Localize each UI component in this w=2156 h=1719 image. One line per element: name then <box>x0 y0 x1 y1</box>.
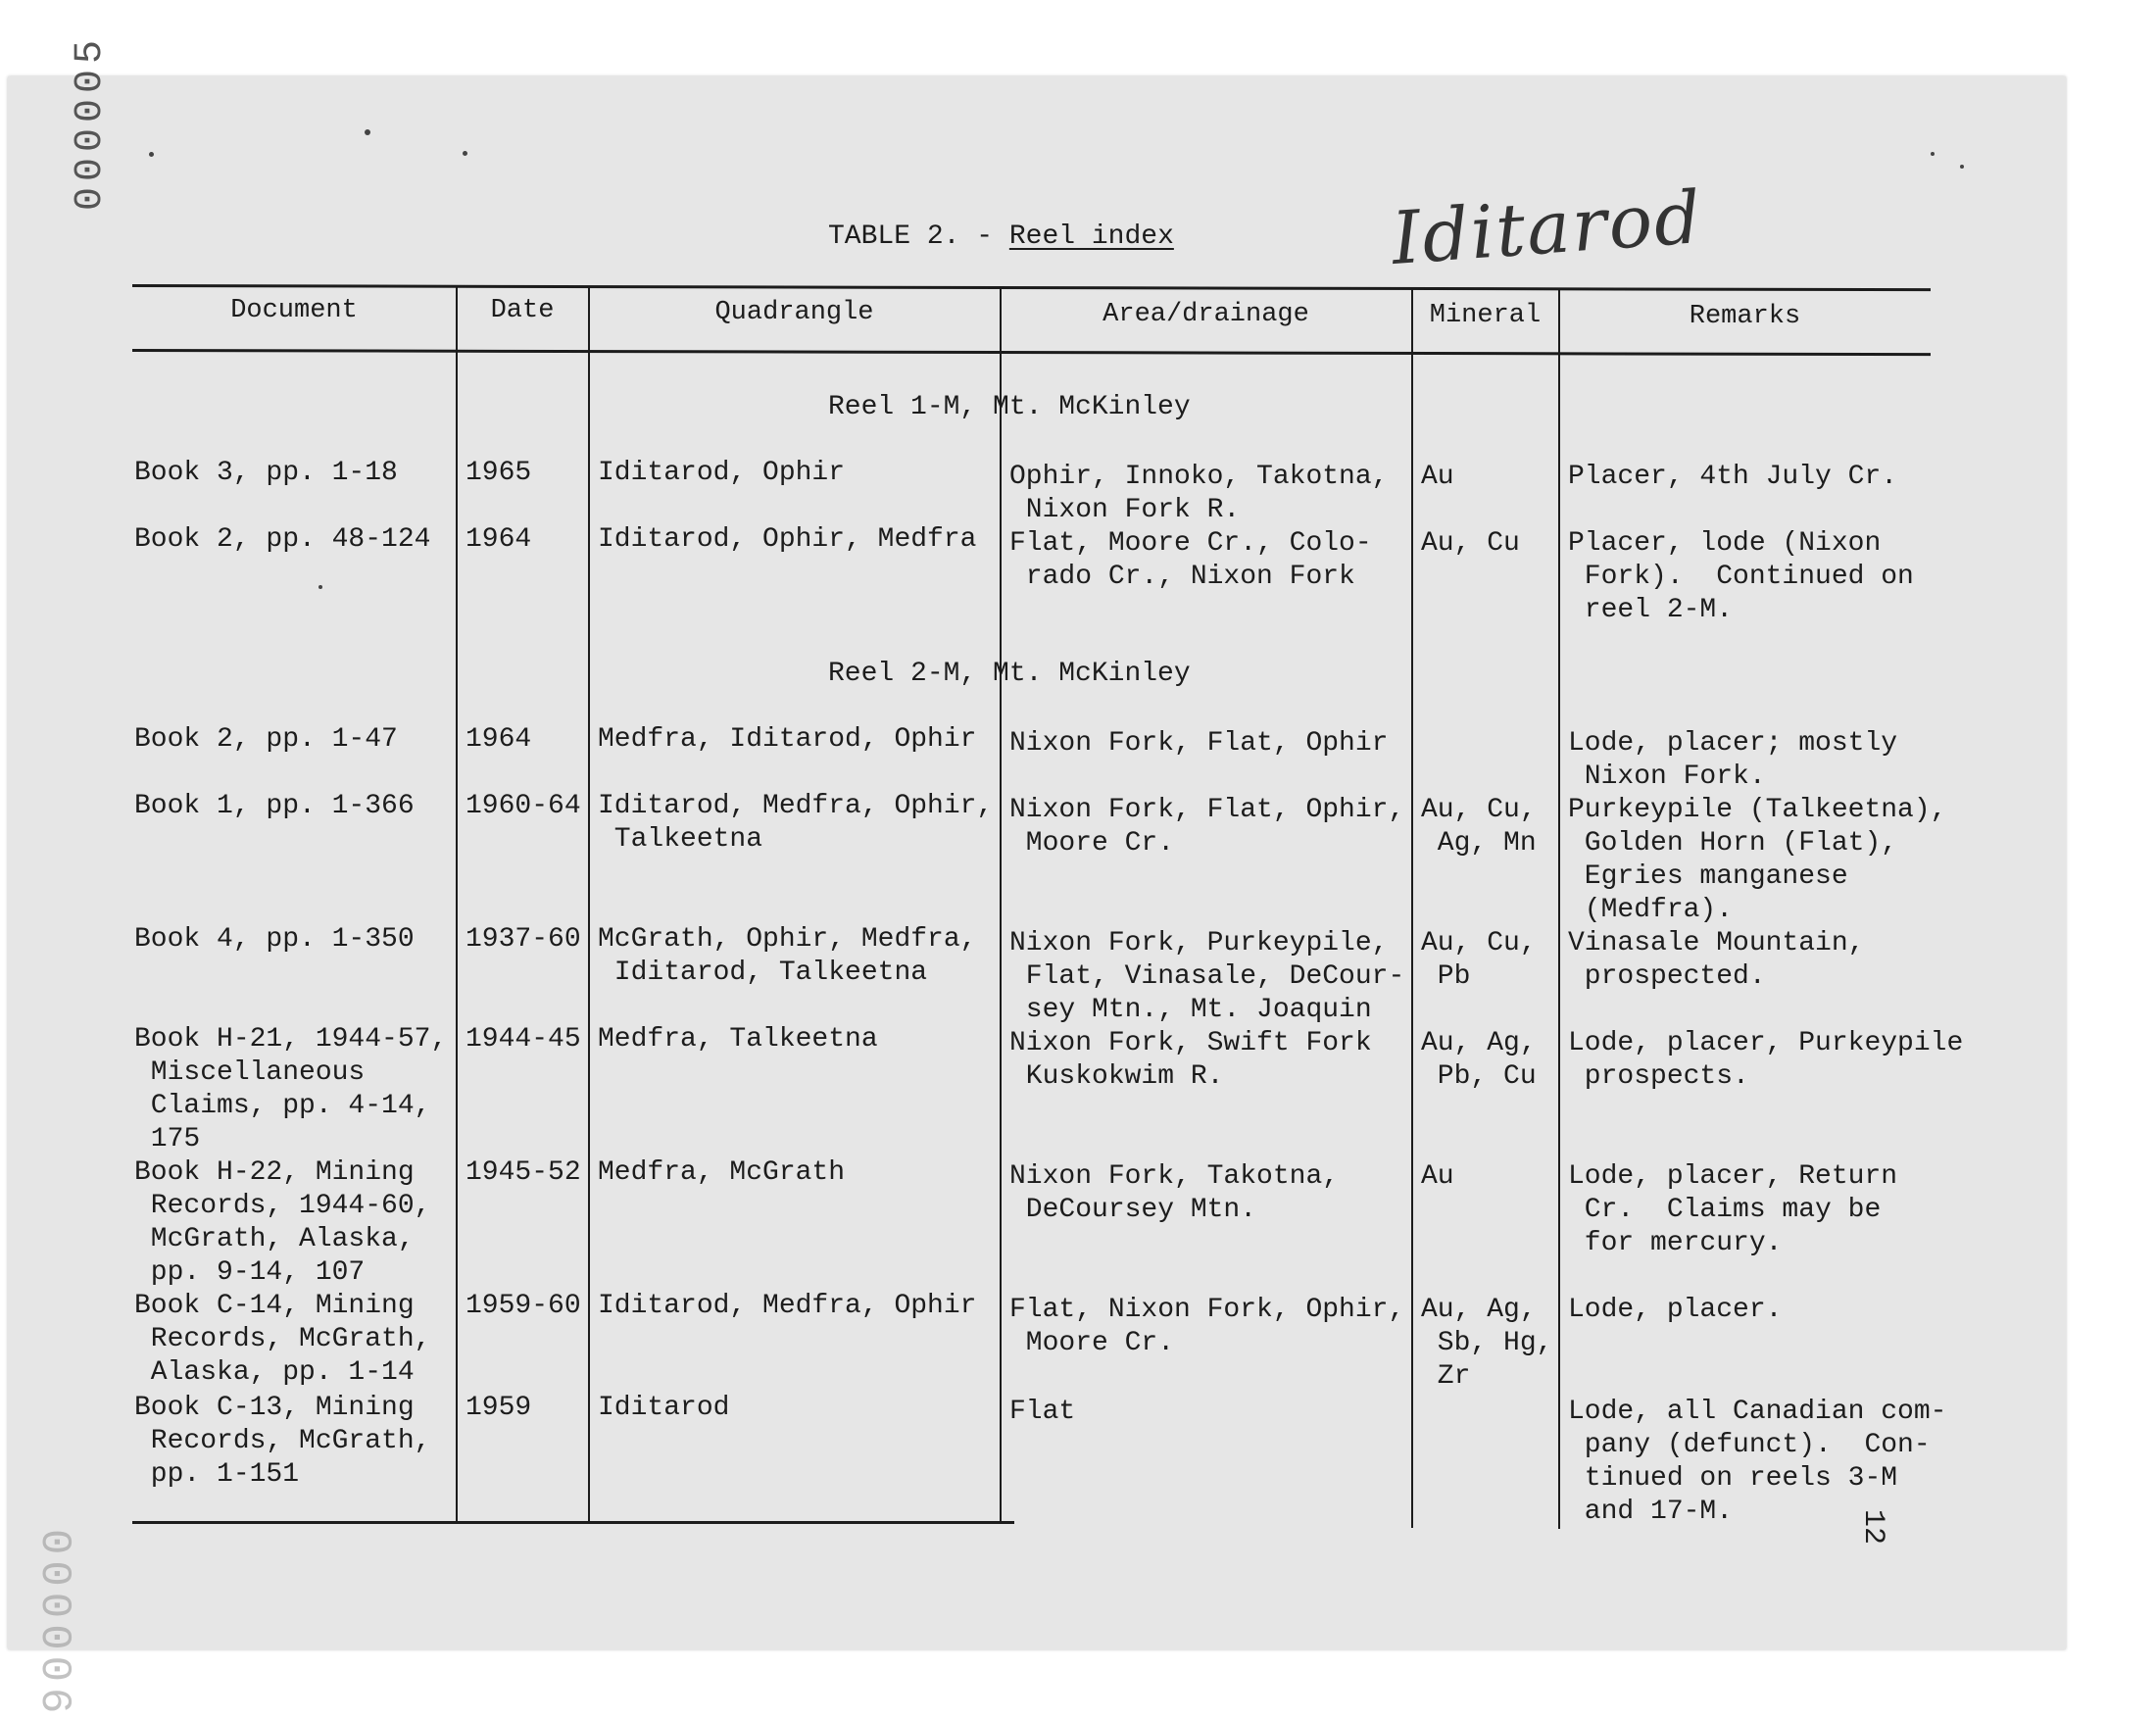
column-divider-1 <box>456 286 458 1523</box>
cell-mineral: Au, Cu, Ag, Mn <box>1421 795 1537 859</box>
header-mineral: Mineral <box>1429 301 1542 330</box>
cell-area: Ophir, Innoko, Takotna, Nixon Fork R. <box>1009 462 1389 525</box>
cell-remarks: Lode, placer, Return Cr. Claims may be for mercury. <box>1568 1161 1898 1258</box>
scan-speck <box>463 151 467 156</box>
cell-quadrangle: McGrath, Ophir, Medfra, Iditarod, Talkeetna <box>598 924 977 988</box>
cell-date: 1959-60 <box>466 1291 581 1321</box>
cell-remarks: Lode, placer, Purkeypile prospects. <box>1568 1028 1964 1092</box>
cell-remarks: Purkeypile (Talkeetna), Golden Horn (Flat), Egries manganese (Medfra). <box>1568 795 1947 925</box>
scan-speck <box>1960 165 1964 169</box>
page-number: 12 <box>1856 1509 1889 1546</box>
cell-mineral: Au, Ag, Sb, Hg, Zr <box>1421 1295 1553 1392</box>
cell-document: Book 2, pp. 1-47 <box>134 724 398 755</box>
table-title <box>828 221 1174 252</box>
cell-remarks: Vinasale Mountain, prospected. <box>1568 928 1865 992</box>
cell-date: 1959 <box>466 1393 532 1423</box>
column-divider-2 <box>588 286 590 1523</box>
cell-date: 1960-64 <box>466 791 581 821</box>
cell-quadrangle: Iditarod, Ophir, Medfra <box>598 524 977 555</box>
handwritten-annotation: Iditarod <box>1389 175 1706 281</box>
cell-document: Book H-22, Mining Records, 1944-60, McGrath, Alaska, pp. 9-14, 107 <box>134 1157 431 1288</box>
reel-label-1: Reel 1-M, Mt. McKinley <box>828 392 1191 422</box>
cell-area: Nixon Fork, Takotna, DeCoursey Mtn. <box>1009 1161 1340 1225</box>
cell-date: 1964 <box>466 524 532 555</box>
cell-mineral: Au, Ag, Pb, Cu <box>1421 1028 1537 1092</box>
side-serial-number-faded: 000006 <box>29 1529 78 1719</box>
cell-remarks: Lode, all Canadian com- pany (defunct). Con- tinued on reels 3-M and 17-M. <box>1568 1397 1947 1527</box>
cell-document: Book 3, pp. 1-18 <box>134 458 398 488</box>
cell-date: 1965 <box>466 458 532 488</box>
cell-area: Nixon Fork, Swift Fork Kuskokwim R. <box>1009 1028 1372 1092</box>
header-document: Document <box>230 296 358 325</box>
table-title-prefix: TABLE 2. - <box>828 221 994 252</box>
header-date: Date <box>490 296 555 325</box>
scan-speck <box>149 152 154 157</box>
cell-remarks: Lode, placer. <box>1568 1295 1783 1325</box>
cell-area: Nixon Fork, Flat, Ophir, Moore Cr. <box>1009 795 1405 859</box>
cell-quadrangle: Medfra, McGrath <box>598 1157 846 1188</box>
cell-remarks: Placer, 4th July Cr. <box>1568 462 1898 492</box>
cell-document: Book C-13, Mining Records, McGrath, pp. 1-151 <box>134 1393 431 1490</box>
cell-document: Book H-21, 1944-57, Miscellaneous Claims, pp. 4-14, 175 <box>134 1024 448 1154</box>
scan-speck <box>365 129 370 135</box>
cell-quadrangle: Iditarod <box>598 1393 730 1423</box>
column-divider-5 <box>1558 289 1560 1529</box>
scan-speck <box>1931 152 1935 156</box>
column-divider-3 <box>1000 286 1002 1523</box>
table-bottom-rule <box>132 1521 1014 1524</box>
cell-document: Book C-14, Mining Records, McGrath, Alaska, pp. 1-14 <box>134 1291 431 1388</box>
cell-mineral: Au, Cu <box>1421 528 1520 559</box>
column-divider-4 <box>1411 288 1413 1528</box>
cell-document: Book 4, pp. 1-350 <box>134 924 415 955</box>
cell-date: 1937-60 <box>466 924 581 955</box>
cell-quadrangle: Medfra, Iditarod, Ophir <box>598 724 977 755</box>
side-serial-number: 000005 <box>69 33 113 211</box>
cell-area: Flat <box>1009 1397 1076 1427</box>
cell-document: Book 2, pp. 48-124 <box>134 524 431 555</box>
header-quadrangle: Quadrangle <box>714 298 874 327</box>
cell-quadrangle: Iditarod, Medfra, Ophir, Talkeetna <box>598 791 994 855</box>
table-title-main: Reel index <box>1008 221 1174 252</box>
reel-label-2: Reel 2-M, Mt. McKinley <box>828 659 1191 689</box>
header-remarks: Remarks <box>1689 302 1801 331</box>
cell-area: Nixon Fork, Purkeypile, Flat, Vinasale, DeCour- sey Mtn., Mt. Joaquin <box>1009 928 1405 1025</box>
cell-document: Book 1, pp. 1-366 <box>134 791 415 821</box>
cell-quadrangle: Iditarod, Medfra, Ophir <box>598 1291 977 1321</box>
cell-remarks: Lode, placer; mostly Nixon Fork. <box>1568 728 1898 792</box>
header-area-drainage: Area/drainage <box>1102 300 1309 329</box>
cell-mineral: Au, Cu, Pb <box>1421 928 1537 992</box>
cell-mineral: Au <box>1421 462 1454 492</box>
cell-area: Flat, Nixon Fork, Ophir, Moore Cr. <box>1009 1295 1405 1358</box>
scan-speck <box>318 585 322 589</box>
cell-quadrangle: Iditarod, Ophir <box>598 458 846 488</box>
cell-remarks: Placer, lode (Nixon Fork). Continued on reel 2-M. <box>1568 528 1914 625</box>
cell-date: 1945-52 <box>466 1157 581 1188</box>
cell-date: 1944-45 <box>466 1024 581 1055</box>
cell-date: 1964 <box>466 724 532 755</box>
cell-quadrangle: Medfra, Talkeetna <box>598 1024 878 1055</box>
cell-area: Flat, Moore Cr., Colo- rado Cr., Nixon Fork <box>1009 528 1372 592</box>
cell-area: Nixon Fork, Flat, Ophir <box>1009 728 1389 759</box>
cell-mineral: Au <box>1421 1161 1454 1192</box>
